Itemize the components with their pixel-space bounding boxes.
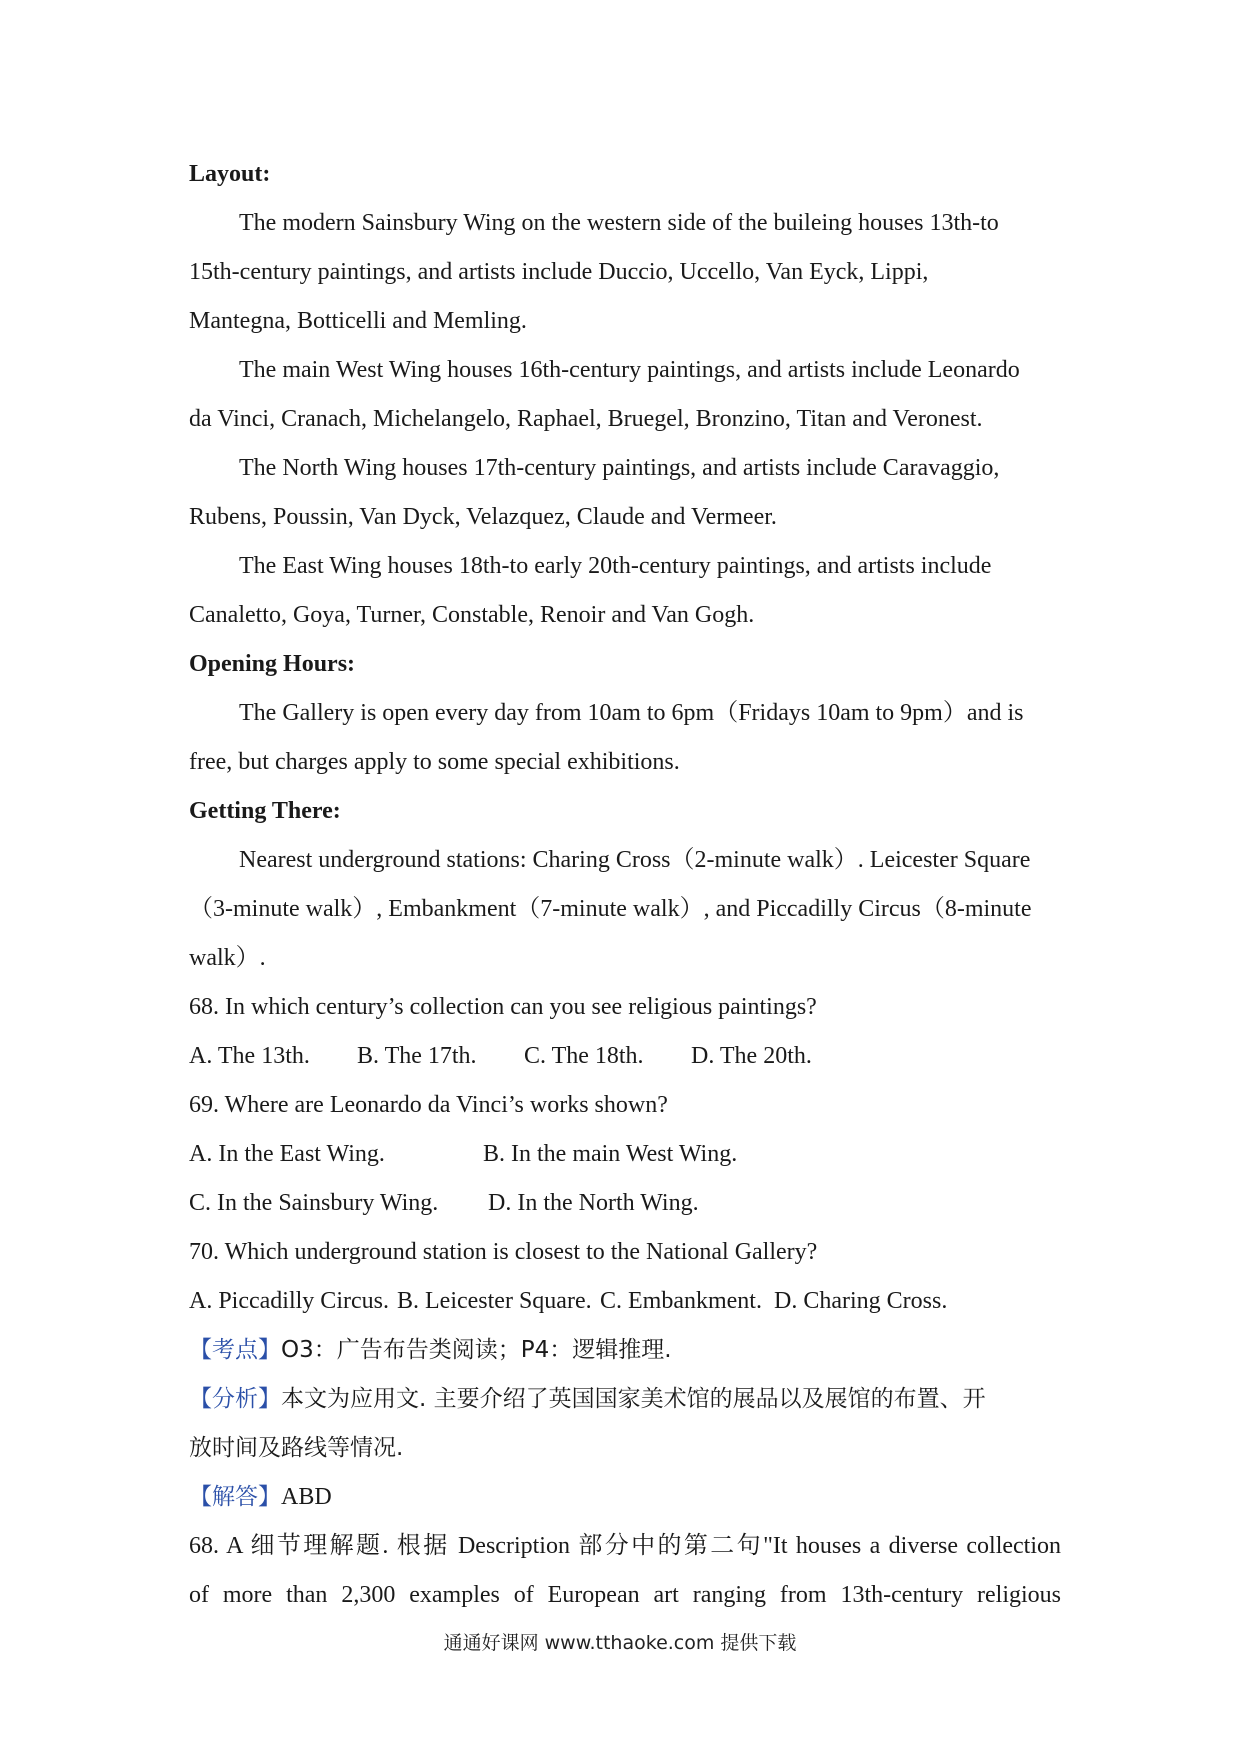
fenxi-line-2: 放时间及路线等情况. [189,1435,404,1461]
kaodian-line [189,1326,1061,1375]
question-options [189,1179,1061,1228]
paragraph-line: Canaletto, Goya, Turner, Constable, Renoir and Van Gogh. [189,602,755,628]
jieda-label: 【解答】 [189,1484,281,1510]
jieda-text: ABD [281,1484,332,1510]
fenxi-text: 本文为应用文. 主要介绍了英国国家美术馆的展品以及展馆的布置、开 [281,1386,986,1412]
detail-line: 68. A 细节理解题. 根据 Description 部分中的第二句"It houses a diverse collection [189,1533,1061,1559]
paragraph-line: The modern Sainsbury Wing on the western side of the buileing houses 13th-to [239,210,999,236]
option-a: A. Piccadilly Circus. [189,1288,389,1314]
paragraph-line: 15th-century paintings, and artists include Duccio, Uccello, Van Eyck, Lippi, [189,259,929,285]
fenxi-label: 【分析】 [189,1386,281,1412]
kaodian-label: 【考点】 [189,1337,281,1363]
option-d: D. The 20th. [691,1043,812,1069]
option-b: B. The 17th. [357,1043,477,1069]
paragraph-line: Mantegna, Botticelli and Memling. [189,308,527,334]
option-b: B. In the main West Wing. [483,1141,738,1167]
jieda-line [189,1473,1061,1522]
paragraph-line: Rubens, Poussin, Van Dyck, Velazquez, Claude and Vermeer. [189,504,777,530]
paragraph-line: Nearest underground stations: Charing Cross（2-minute walk）. Leicester Square [239,847,1031,873]
paragraph-line: （3-minute walk）, Embankment（7-minute walk）, and Piccadilly Circus（8-minute [189,896,1032,922]
question-stem: 70. Which underground station is closest to the National Gallery? [189,1239,818,1265]
paragraph-line: free, but charges apply to some special exhibitions. [189,749,680,775]
paragraph-line: The East Wing houses 18th-to early 20th-century paintings, and artists include [239,553,992,579]
option-c: C. Embankment. [600,1288,762,1314]
question-stem: 68. In which century’s collection can you see religious paintings? [189,994,817,1020]
section-heading-layout: Layout: [189,161,271,187]
page-footer: 通通好课网 www.tthaoke.com 提供下载 [443,1632,797,1654]
option-c: C. The 18th. [524,1043,644,1069]
option-c: C. In the Sainsbury Wing. [189,1190,439,1216]
option-a: A. The 13th. [189,1043,310,1069]
option-d: D. Charing Cross. [774,1288,948,1314]
fenxi-line [189,1375,1061,1424]
question-options [189,1032,1061,1081]
document-body [189,150,1061,1620]
question-options [189,1277,1061,1326]
paragraph-line: The main West Wing houses 16th-century paintings, and artists include Leonardo [239,357,1020,383]
question-stem: 69. Where are Leonardo da Vinci’s works shown? [189,1092,668,1118]
question-options [189,1130,1061,1179]
option-b: B. Leicester Square. [397,1288,592,1314]
option-d: D. In the North Wing. [488,1190,699,1216]
paragraph-line: The Gallery is open every day from 10am to 6pm（Fridays 10am to 9pm）and is [239,700,1024,726]
paragraph-line: The North Wing houses 17th-century paintings, and artists include Caravaggio, [239,455,1000,481]
section-heading-opening-hours: Opening Hours: [189,651,356,677]
section-heading-getting-there: Getting There: [189,798,341,824]
option-a: A. In the East Wing. [189,1141,385,1167]
paragraph-line: da Vinci, Cranach, Michelangelo, Raphael, Bruegel, Bronzino, Titan and Veronest. [189,406,983,432]
paragraph-line: walk）. [189,945,266,971]
kaodian-text: O3：广告布告类阅读；P4：逻辑推理. [281,1337,672,1363]
detail-line: of more than 2,300 examples of European art ranging from 13th-century religious [189,1582,1061,1608]
